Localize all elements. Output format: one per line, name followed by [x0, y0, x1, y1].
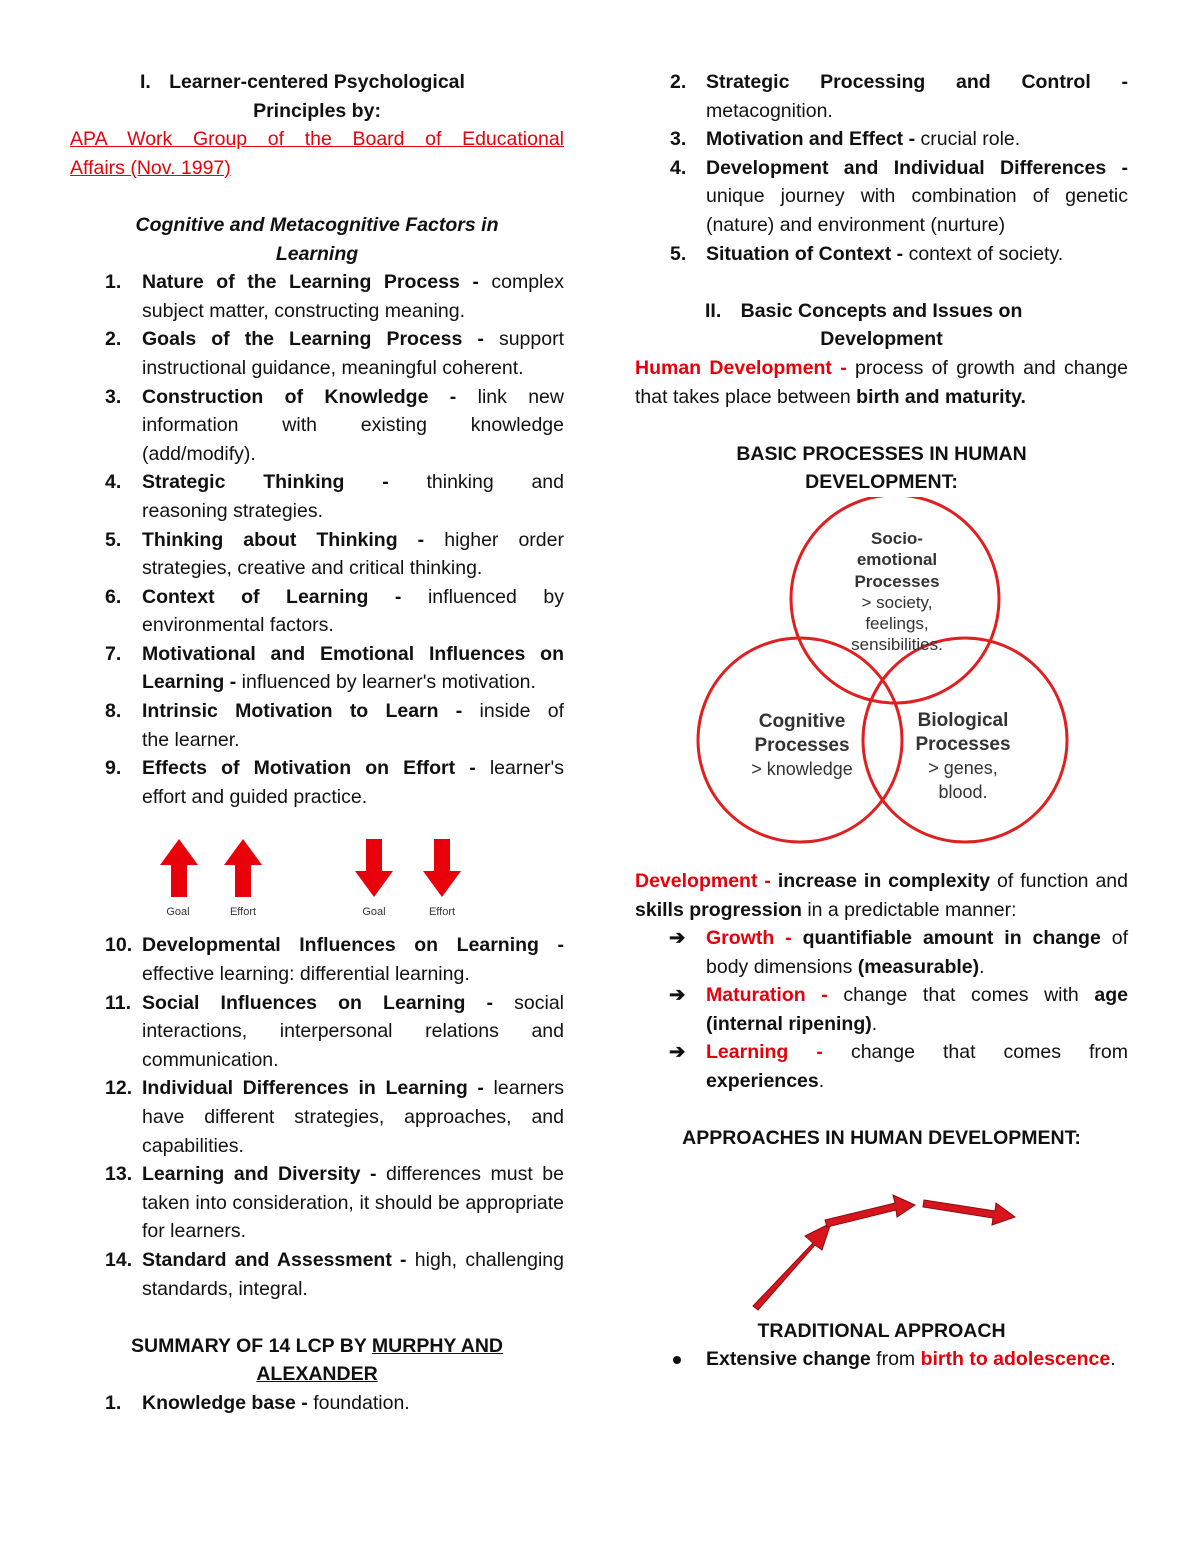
- bullet-icon: [673, 1356, 681, 1364]
- goal-effort-arrows-svg: [70, 811, 564, 931]
- section-2-numeral: II.: [705, 299, 722, 322]
- venn-top-title: Socio-: [871, 528, 923, 548]
- venn-left-title: Processes: [754, 734, 850, 756]
- venn-diagram-svg: [635, 497, 1128, 867]
- human-development-definition: Human Development - process of growth and change that takes place between birth and maturity.: [635, 356, 1128, 408]
- arrow-label: Goal: [166, 906, 190, 919]
- development-type-item: ➔ Maturation - change that comes with age (internal ripening).: [635, 981, 1128, 1038]
- principle-item: 7. Motivational and Emotional Influences on Learning - influenced by learner's motivation.: [105, 642, 564, 694]
- arrow-right-icon: ➔: [669, 984, 686, 1007]
- section-1-numeral: I.: [140, 71, 151, 93]
- principle-item: 5. Thinking about Thinking - higher order strategies, creative and critical thinking.: [105, 528, 564, 580]
- subheading-line2: Learning: [275, 242, 359, 265]
- right-arrow-icon: [825, 1195, 915, 1227]
- principle-item: 4. Strategic Thinking - thinking and reasoning strategies.: [105, 471, 564, 522]
- approaches-heading: APPROACHES IN HUMAN DEVELOPMENT:: [682, 1127, 1081, 1150]
- section-1-title-line1: Learner-centered Psychological: [169, 71, 465, 93]
- traditional-approach-item: Extensive change from birth to adolescence.: [635, 1345, 1128, 1374]
- up-arrow-icon: [160, 839, 198, 897]
- down-arrow-icon: [355, 839, 393, 897]
- section-1-heading: [70, 68, 564, 97]
- approach-arrows-svg: [635, 1153, 1128, 1317]
- source-link-line1[interactable]: APA Work Group of the Board of Educational: [70, 128, 564, 151]
- venn-diagram: [635, 497, 1128, 867]
- principle-item: 1. Nature of the Learning Process - complex subject matter, constructing meaning.: [105, 271, 564, 322]
- traditional-approach-list: [635, 1345, 1128, 1374]
- venn-left-desc: > knowledge: [751, 758, 853, 779]
- principle-item: 6. Context of Learning - influenced by environmental factors.: [105, 585, 564, 637]
- principle-item: 9. Effects of Motivation on Effort - learner's effort and guided practice.: [105, 757, 564, 808]
- up-arrow-icon: [224, 839, 262, 897]
- principle-item: 11. Social Influences on Learning - social interactions, interpersonal relations and communication.: [105, 991, 564, 1071]
- venn-right-desc: > genes,: [928, 757, 998, 778]
- venn-top-desc: > society,: [861, 592, 933, 612]
- goal-effort-arrows-figure: [70, 811, 564, 931]
- summary-heading-line2: ALEXANDER: [256, 1363, 378, 1386]
- processes-heading-line2: DEVELOPMENT:: [805, 471, 958, 494]
- arrow-right-icon: ➔: [669, 1041, 686, 1064]
- principle-item: 13. Learning and Diversity - differences must be taken into consideration, it should be appropriate for learners.: [105, 1163, 564, 1243]
- venn-left-title: Cognitive: [758, 710, 846, 732]
- principles-list-b: [70, 931, 564, 1303]
- left-column: [70, 68, 564, 1418]
- venn-right-desc: blood.: [938, 781, 988, 802]
- summary-item: 1. Knowledge base - foundation.: [105, 1391, 410, 1414]
- arrow-label: Goal: [362, 906, 386, 919]
- venn-top-title: emotional: [856, 549, 938, 569]
- section-1-title-line2: Principles by:: [253, 99, 381, 122]
- principles-list-a: [70, 268, 564, 811]
- subheading-line1: Cognitive and Metacognitive Factors in: [135, 213, 499, 236]
- venn-right-title: Processes: [915, 733, 1011, 755]
- summary-item: 5. Situation of Context - context of society.: [670, 242, 1064, 265]
- development-definition: Development - increase in complexity of function and skills progression in a predictable manner:: [635, 869, 1128, 921]
- summary-item: 4. Development and Individual Differences - unique journey with combination of genetic (nature) and environment (nurture): [670, 156, 1128, 236]
- summary-item: 2. Strategic Processing and Control - metacognition.: [670, 71, 1128, 122]
- processes-heading-line1: BASIC PROCESSES IN HUMAN: [736, 442, 1027, 465]
- principle-item: 2. Goals of the Learning Process - support instructional guidance, meaningful coherent.: [105, 328, 564, 379]
- principle-item: 10. Developmental Influences on Learning - effective learning: differential learning.: [105, 934, 564, 986]
- summary-heading-line1: SUMMARY OF 14 LCP BY MURPHY AND: [130, 1334, 503, 1357]
- source-link-line2[interactable]: Affairs (Nov. 1997): [70, 156, 231, 179]
- traditional-approach-heading: TRADITIONAL APPROACH: [757, 1319, 1006, 1342]
- arrow-label: Effort: [428, 906, 456, 919]
- development-type-item: ➔ Growth - quantifiable amount in change of body dimensions (measurable).: [635, 924, 1128, 981]
- venn-right-title: Biological: [917, 709, 1009, 731]
- approach-arrows-figure: [635, 1153, 1128, 1317]
- summary-list-right: [635, 68, 1128, 268]
- down-arrow-icon: [423, 839, 461, 897]
- summary-item: 3. Motivation and Effect - crucial role.: [670, 128, 1021, 151]
- summary-list-left: [70, 1389, 564, 1418]
- principle-item: 14. Standard and Assessment - high, challenging standards, integral.: [105, 1248, 564, 1300]
- development-types-list: [635, 924, 1128, 1096]
- principle-item: 3. Construction of Knowledge - link new information with existing knowledge (add/modify).: [105, 385, 564, 465]
- principle-item: 12. Individual Differences in Learning - learners have different strategies, approaches, and capabilities.: [105, 1077, 564, 1157]
- right-arrow-icon: [923, 1200, 1015, 1225]
- section-2-heading: [635, 297, 1128, 326]
- section-2-title-line2: Development: [820, 328, 943, 351]
- venn-top-desc: sensibilities.: [851, 634, 943, 654]
- section-2-title-line1: Basic Concepts and Issues on: [740, 299, 1023, 322]
- right-column: [635, 68, 1128, 1374]
- venn-top-desc: feelings,: [865, 613, 929, 633]
- development-type-item: ➔ Learning - change that comes from experiences.: [635, 1038, 1128, 1095]
- principle-item: 8. Intrinsic Motivation to Learn - inside of the learner.: [105, 700, 564, 751]
- venn-top-title: Processes: [854, 571, 940, 591]
- arrow-right-icon: ➔: [669, 927, 686, 950]
- arrow-label: Effort: [229, 906, 257, 919]
- rising-arrow-icon: [753, 1223, 831, 1310]
